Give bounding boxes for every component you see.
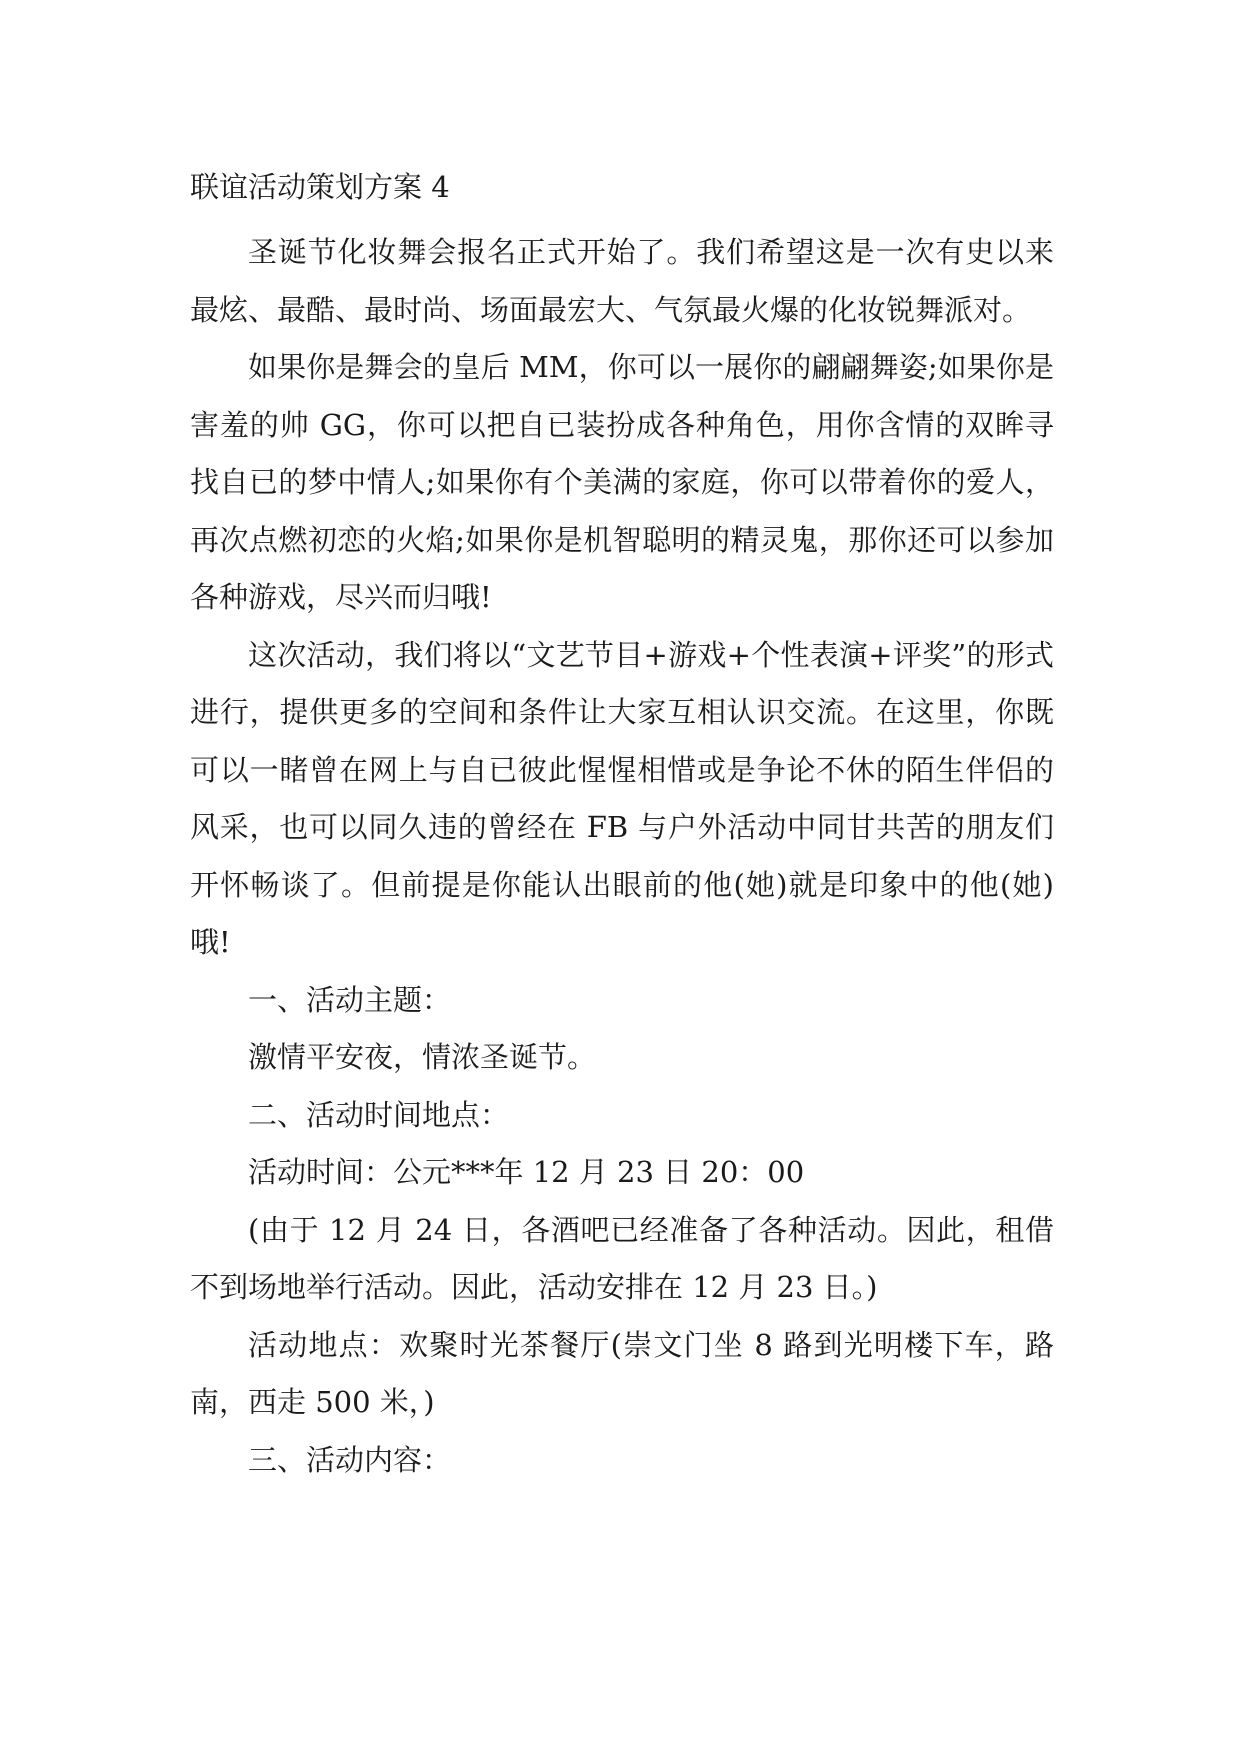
paragraph-time-note: (由于 12 月 24 日，各酒吧已经准备了各种活动。因此，租借不到场地举行活动。因此，活动安排在 12 月 23 日。): [190, 1212, 1054, 1304]
section-heading-content: 三、活动内容：: [248, 1442, 452, 1477]
paragraph-intro: 圣诞节化妆舞会报名正式开始了。我们希望这是一次有史以来最炫、最酷、最时尚、场面最宏大、气氛最火爆的化妆锐舞派对。: [190, 235, 1054, 327]
section-heading-theme: 一、活动主题：: [248, 982, 452, 1017]
paragraph-time: 活动时间：公元***年 12 月 23 日 20：00: [248, 1155, 805, 1189]
document-page: [190, 168, 1054, 1489]
paragraph-roles: 如果你是舞会的皇后 MM，你可以一展你的翩翩舞姿;如果你是害羞的帅 GG，你可以把自已装扮成各种角色，用你含情的双眸寻找自已的梦中情人;如果你有个美满的家庭，你可以带着你的爱人，再次点燃初恋的火焰;如果你是机智聪明的精灵鬼，那你还可以参加各种游戏，尽兴而归哦!: [190, 350, 1054, 614]
section-heading-time-place: 二、活动时间地点：: [248, 1097, 510, 1132]
paragraph-theme: 激情平安夜，情浓圣诞节。: [248, 1040, 597, 1074]
paragraph-format: 这次活动，我们将以“文艺节目+游戏+个性表演+评奖”的形式进行，提供更多的空间和条件让大家互相认识交流。在这里，你既可以一睹曾在网上与自已彼此惺惺相惜或是争论不休的陌生伴侣的风采，也可以同久违的曾经在 FB 与户外活动中同甘共苦的朋友们开怀畅谈了。但前提是你能认出眼前的他(她)就是印象中的他(她)哦!: [190, 637, 1054, 959]
document-title: 联谊活动策划方案 4: [190, 170, 450, 204]
paragraph-location: 活动地点：欢聚时光茶餐厅(崇文门坐 8 路到光明楼下车，路南，西走 500 米，): [190, 1327, 1054, 1419]
